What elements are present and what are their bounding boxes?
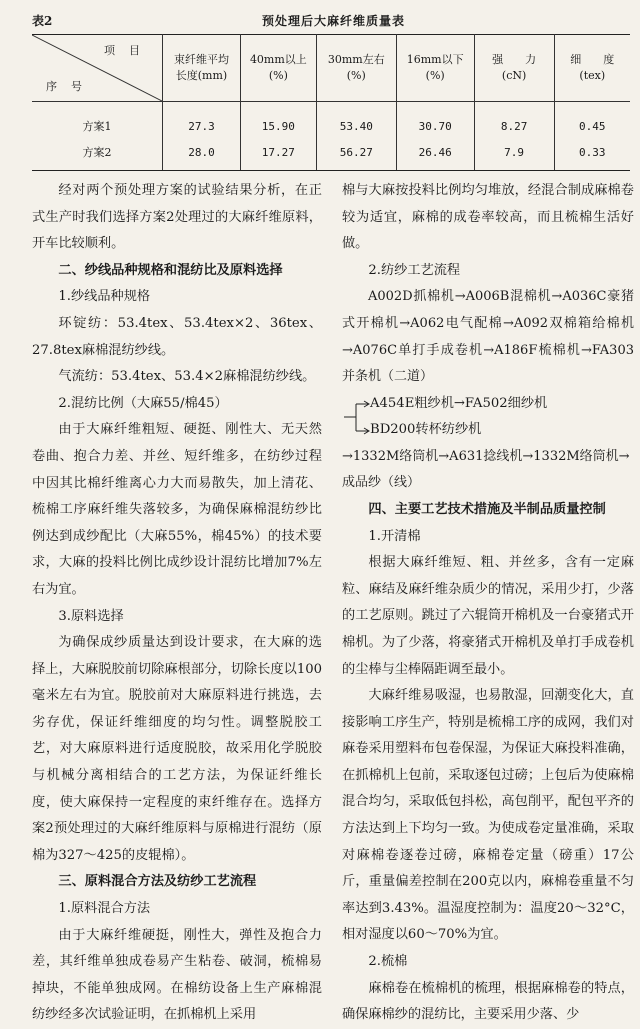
subsection-heading: 3.原料选择 xyxy=(58,608,124,624)
column-header xyxy=(396,35,474,102)
header-line: 强 力 xyxy=(492,53,537,66)
table-caption xyxy=(32,10,632,30)
table-cell: 17.27 xyxy=(240,140,316,171)
header-line: 30mm左右 xyxy=(327,53,385,66)
column-header xyxy=(240,35,316,102)
subsection-heading: 1.纱线品种规格 xyxy=(58,289,151,305)
table-cell: 15.90 xyxy=(240,102,316,141)
table-label: 表2 xyxy=(32,14,53,28)
paragraph: 棉与大麻按投料比例均匀堆放，经混合制成麻棉卷较为适宜，麻棉的成卷率较高，而且梳棉生活好做。 xyxy=(342,183,634,252)
paragraph: 经对两个预处理方案的试验结果分析，在正式生产时我们选择方案2处理过的大麻纤维原料，开车比较顺利。 xyxy=(32,183,322,252)
process-flow: A002D抓棉机→A006B混棉机→A036C豪猪式开棉机→A062电气配棉→A092双棉箱给棉机→A076C单打手成卷机→A186F梳棉机→FA303并条机（二道） xyxy=(342,289,634,385)
subsection-heading: 1.原料混合方法 xyxy=(58,901,151,917)
branch-bracket-icon xyxy=(342,391,372,444)
subsection-heading: 1.开清棉 xyxy=(368,528,421,544)
column-header xyxy=(554,35,630,102)
table-cell: 26.46 xyxy=(396,140,474,171)
header-unit: (tex) xyxy=(579,69,606,82)
subsection-heading: 2.混纺比例（大麻55/棉45） xyxy=(58,395,228,411)
paragraph: 由于大麻纤维粗短、硬挺、刚性大、无天然卷曲、抱合力差、并丝、短纤维多，在纺纱过程中因其比棉纤维离心力大而易散失，加上清花、梳棉工序麻纤维失落较多，为确保麻棉混纺纱比例达到成纱配比（大麻55%，棉45%）的技术要求，大麻的投料比例比成纱设计混纺比增加7%左右为宜。 xyxy=(32,422,322,597)
table-cell: 56.27 xyxy=(316,140,396,171)
quality-table xyxy=(32,34,630,171)
branch-ring-spinning: A454E粗纱机→FA502细纱机 xyxy=(370,395,548,411)
paragraph: 由于大麻纤维硬挺，刚性大，弹性及抱合力差，其纤维单独成卷易产生粘卷、破洞，梳棉易掉块，不能单独成网。在棉纺设备上生产麻棉混纺纱经多次试验证明，在抓棉机上采用 xyxy=(32,927,322,1023)
paragraph: 根据大麻纤维短、粗、并丝多，含有一定麻粒、麻结及麻纤维杂质少的情况，采用少打，少落的工艺原则。跳过了六辊筒开棉机及一台豪猪式开棉机。为了少落，将豪猪式开棉机及单打手成卷机的尘棒与尘棒隔距调至最小。 xyxy=(342,555,634,677)
header-unit: 长度(mm) xyxy=(175,69,228,82)
table-row xyxy=(32,140,630,171)
header-unit: (%) xyxy=(268,69,288,82)
table-title: 预处理后大麻纤维质量表 xyxy=(262,14,406,28)
corner-bottom-label: 序号 xyxy=(46,80,96,93)
table-cell: 8.27 xyxy=(474,102,554,141)
table-corner-cell xyxy=(32,35,163,102)
paragraph: 环锭纺：53.4tex、53.4tex×2、36tex、27.8tex麻棉混纺纱线。 xyxy=(32,315,322,358)
column-header xyxy=(163,35,241,102)
branch-rotor-spinning: BD200转杯纺纱机 xyxy=(370,421,482,437)
subsection-heading: 2.梳棉 xyxy=(368,954,408,970)
section-heading: 四、主要工艺技术措施及半制品质量控制 xyxy=(368,501,606,517)
header-line: 细 度 xyxy=(570,53,615,66)
corner-top-label: 项目 xyxy=(104,44,154,57)
table-cell: 30.70 xyxy=(396,102,474,141)
paragraph: 气流纺：53.4tex、53.4×2麻棉混纺纱线。 xyxy=(58,369,316,385)
section-heading: 三、原料混合方法及纺纱工艺流程 xyxy=(58,874,257,890)
paragraph: 麻棉卷在梳棉机的梳理，根据麻棉卷的特点，确保麻棉纱的混纺比，主要采用少落、少 xyxy=(342,980,634,1023)
header-line: 16mm以下 xyxy=(406,53,464,66)
paragraph: 大麻纤维易吸湿，也易散湿，回潮变化大，直接影响工序生产，特别是梳棉工序的成网，我们对麻卷采用塑料布包卷保湿，为保证大麻投料准确，在抓棉机上包前，采取逐包过磅；上包后为使麻棉混合均匀，采取低包抖松，高包削平，配包平齐的方法达到上下均匀一致。为使成卷定量准确，采取对麻棉卷逐卷过磅，麻棉卷定量（磅重）17公斤，重量偏差控制在200克以内，麻棉卷重量不匀率达到3.43%。温湿度控制为：温度20～32°C，相对湿度以60～70%为宜。 xyxy=(342,688,634,943)
header-line: 束纤维平均 xyxy=(173,53,229,66)
subsection-heading: 2.纺纱工艺流程 xyxy=(368,262,461,278)
section-heading: 二、纱线品种规格和混纺比及原料选择 xyxy=(58,262,283,278)
row-name: 方案1 xyxy=(32,102,163,141)
table-cell: 27.3 xyxy=(163,102,241,141)
process-branch xyxy=(342,391,634,444)
left-column xyxy=(32,178,322,1029)
header-unit: (%) xyxy=(346,69,366,82)
table-cell: 0.45 xyxy=(579,119,606,133)
header-unit: (%) xyxy=(425,69,445,82)
header-unit: (cN) xyxy=(501,69,527,82)
right-column xyxy=(342,178,634,1029)
table-cell: 7.9 xyxy=(474,140,554,171)
table-cell: 0.33 xyxy=(554,140,630,171)
table-cell: 53.40 xyxy=(316,102,396,141)
table-row xyxy=(32,102,630,141)
table-cell: 28.0 xyxy=(163,140,241,171)
row-name: 方案2 xyxy=(32,140,163,171)
paragraph: 为确保成纱质量达到设计要求，在大麻的选择上，大麻脱胶前切除麻根部分，切除长度以100毫米左右为宜。脱胶前对大麻原料进行挑选，去劣存优，保证纤维细度的均匀性。调整脱胶工艺，对大麻原料进行适度脱胶，故采用化学脱胶与机械分离相结合的工艺方法，为保证纤维长度，使大麻保持一定程度的束纤维存在。选择方案2预处理过的大麻纤维原料与原棉进行混纺（原棉为327～425的皮辊棉）。 xyxy=(32,635,322,863)
table-header-row xyxy=(32,35,630,102)
column-header xyxy=(474,35,554,102)
process-flow-end: →1332M络筒机→A631捻线机→1332M络筒机→成品纱（线） xyxy=(342,448,630,491)
header-line: 40mm以上 xyxy=(249,53,307,66)
column-header xyxy=(316,35,396,102)
